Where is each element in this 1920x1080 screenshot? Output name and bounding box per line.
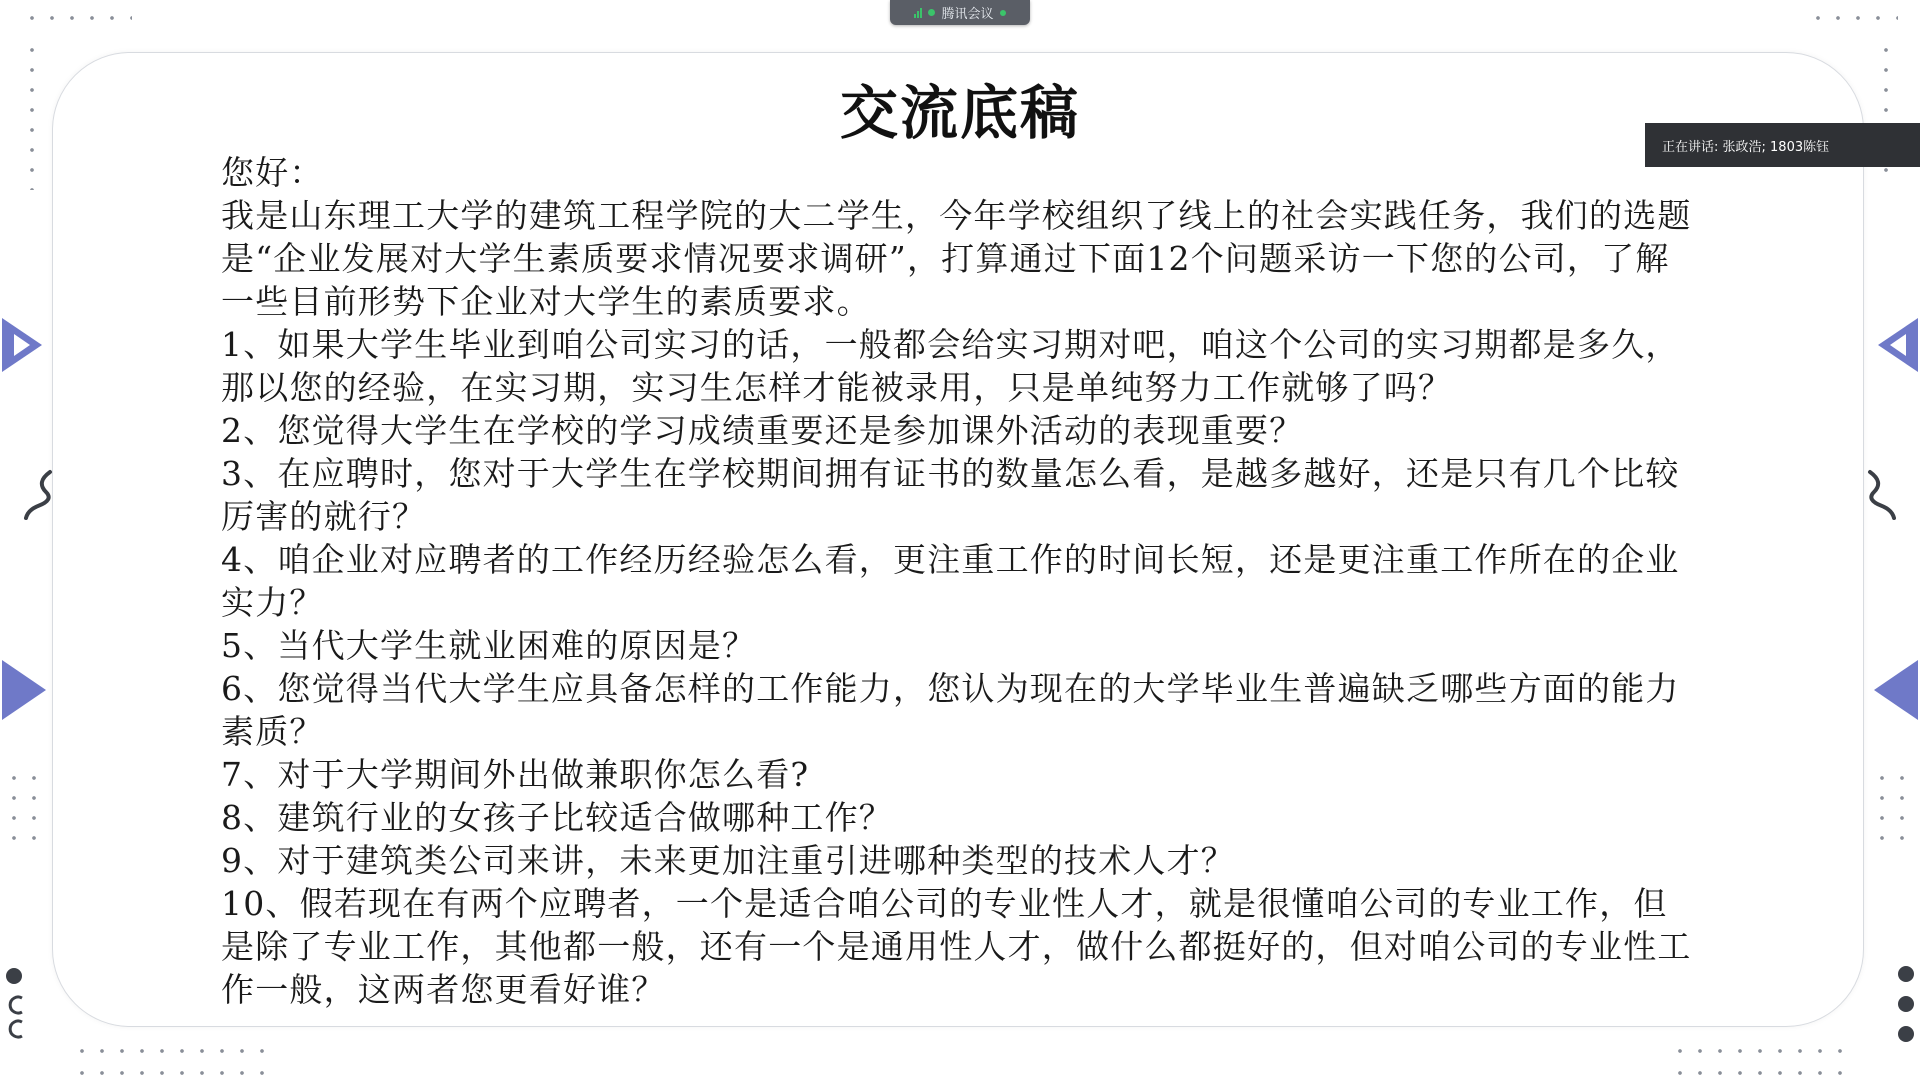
- question-item: 2、您觉得大学生在学校的学习成绩重要还是参加课外活动的表现重要？: [221, 411, 1304, 450]
- speaking-indicator: [1645, 123, 1920, 167]
- question-item: 7、对于大学期间外出做兼职你怎么看?: [221, 755, 810, 794]
- meeting-status-bar[interactable]: [890, 0, 1030, 25]
- meeting-app-name: 腾讯会议: [941, 7, 994, 22]
- speaking-indicator-text: 正在讲话: 张政浩; 1803陈钰: [1662, 139, 1830, 155]
- right-triangle-upper-decoration: [1874, 312, 1920, 378]
- dot-pattern-bottom-left: [72, 1040, 272, 1080]
- question-item: 9、对于建筑类公司来讲，未来更加注重引进哪种类型的技术人才？: [221, 841, 1235, 880]
- document-body: [221, 151, 1701, 1011]
- right-dot-decoration: [1898, 996, 1914, 1012]
- question-item: 1、如果大学生毕业到咱公司实习的话，一般都会给实习期对吧，咱这个公司的实习期都是多久，那以您的经验，在实习期，实习生怎样才能被录用，只是单纯努力工作就够了吗？: [221, 325, 1680, 407]
- dot-pattern-top-left: [22, 8, 132, 36]
- question-item: 4、咱企业对应聘者的工作经历经验怎么看，更注重工作的时间长短，还是更注重工作所在的企业实力？: [221, 540, 1680, 622]
- right-squiggle-decoration: [1864, 468, 1900, 520]
- dot-pattern-top-right: [1808, 8, 1898, 36]
- slide-title: 交流底稿: [839, 79, 1080, 147]
- question-item: 3、在应聘时，您对于大学生在学校期间拥有证书的数量怎么看，是越多越好，还是只有几个比较厉害的就行？: [221, 454, 1680, 536]
- right-dot-decoration: [1898, 966, 1914, 982]
- question-item: 10、假若现在有两个应聘者，一个是适合咱公司的专业性人才，就是很懂咱公司的专业工作，但是除了专业工作，其他都一般，还有一个是通用性人才，做什么都挺好的，但对咱公司的专业性工作一般，这两者您更看好谁？: [221, 884, 1692, 1009]
- dot-pattern-left-lower: [4, 768, 48, 856]
- left-arc-decoration: [6, 994, 26, 1040]
- dot-pattern-bottom-right: [1670, 1040, 1850, 1080]
- right-dot-decoration: [1898, 1026, 1914, 1042]
- signal-strength-icon: [914, 8, 922, 18]
- left-dot-decoration: [6, 968, 22, 984]
- right-triangle-lower-decoration: [1870, 654, 1920, 726]
- greeting-line: 您好：: [221, 153, 324, 192]
- question-item: 6、您觉得当代大学生应具备怎样的工作能力，您认为现在的大学毕业生普遍缺乏哪些方面的能力素质？: [221, 669, 1680, 751]
- dot-pattern-right-lower: [1872, 768, 1916, 856]
- intro-paragraph: 我是山东理工大学的建筑工程学院的大二学生，今年学校组织了线上的社会实践任务，我们的选题是“企业发展对大学生素质要求情况要求调研”，打算通过下面12个问题采访一下您的公司，了解一些目前形势下企业对大学生的素质要求。: [221, 196, 1692, 321]
- left-triangle-lower-decoration: [0, 654, 50, 726]
- recording-status-icon: [1000, 10, 1006, 16]
- left-squiggle-decoration: [20, 468, 56, 520]
- left-triangle-upper-decoration: [0, 312, 46, 378]
- question-item: 5、当代大学生就业困难的原因是？: [221, 626, 757, 665]
- connection-status-icon: [928, 9, 935, 16]
- question-item: 8、建筑行业的女孩子比较适合做哪种工作？: [221, 798, 893, 837]
